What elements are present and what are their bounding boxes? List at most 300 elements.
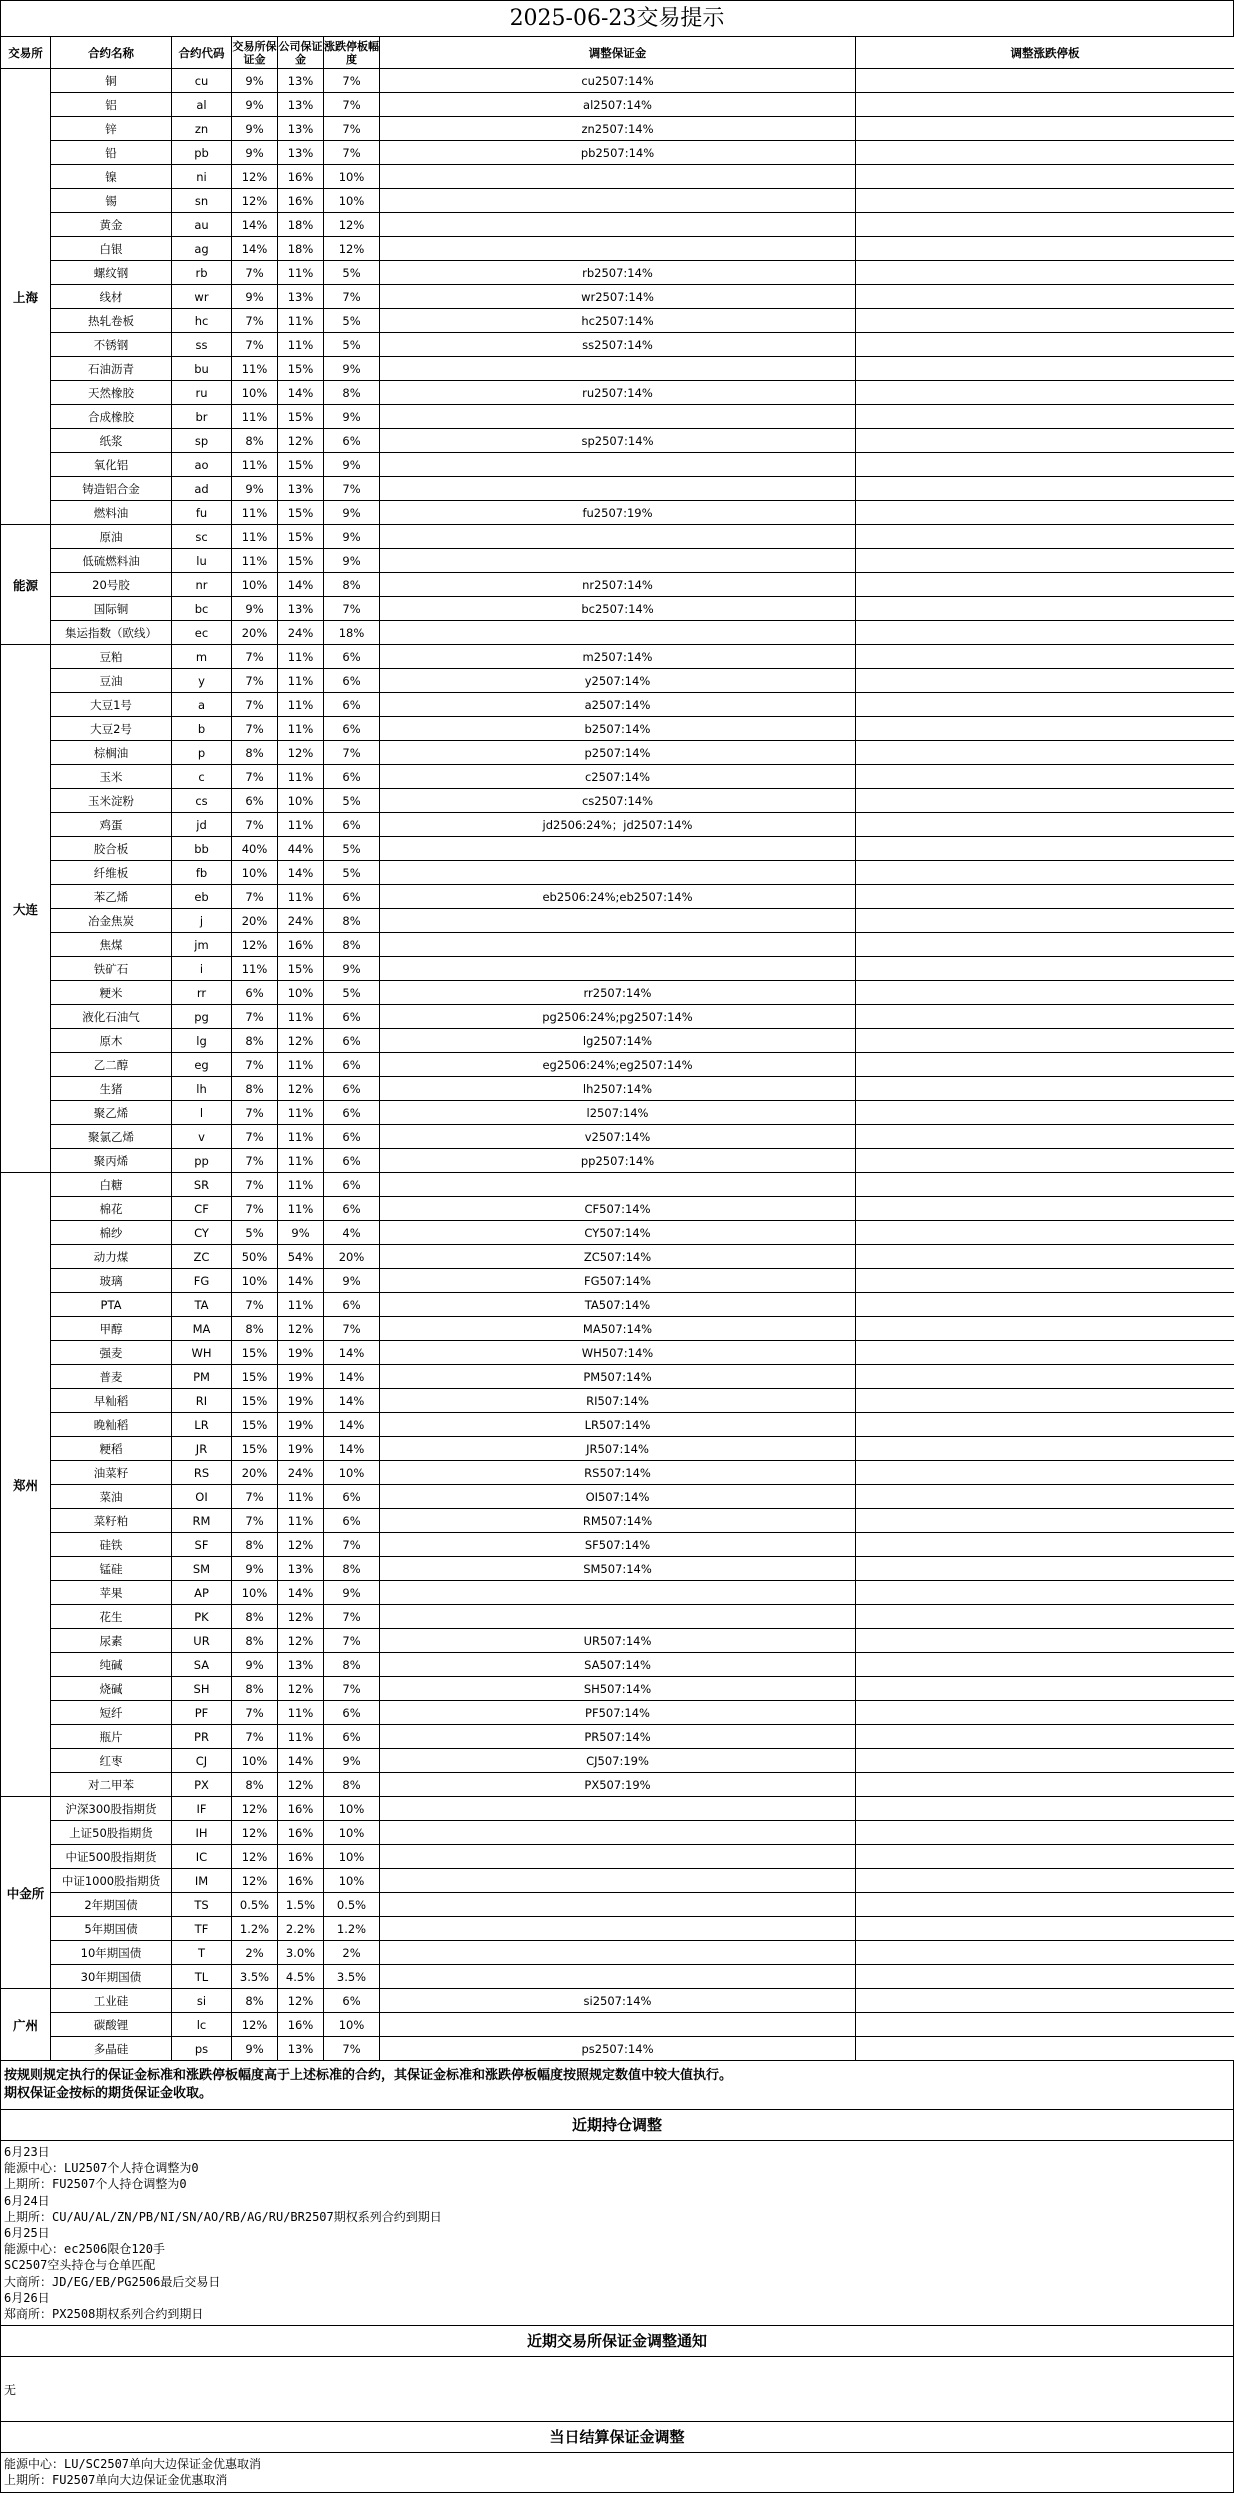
adjust-margin-cell: SA507:14% xyxy=(380,1653,856,1677)
company-margin-cell: 11% xyxy=(278,1701,324,1725)
contract-code-cell: TF xyxy=(172,1917,232,1941)
company-margin-cell: 15% xyxy=(278,357,324,381)
contract-name-cell: 国际铜 xyxy=(51,597,172,621)
company-margin-cell: 54% xyxy=(278,1245,324,1269)
adjust-limit-cell xyxy=(856,69,1234,93)
adjust-limit-cell xyxy=(856,1557,1234,1581)
limit-cell: 6% xyxy=(324,1701,380,1725)
limit-cell: 6% xyxy=(324,1149,380,1173)
exchange-margin-cell: 12% xyxy=(232,1869,278,1893)
contract-name-cell: 冶金焦炭 xyxy=(51,909,172,933)
table-row xyxy=(1,1389,1234,1413)
exchange-margin-cell: 9% xyxy=(232,1653,278,1677)
contract-code-cell: TA xyxy=(172,1293,232,1317)
contract-name-cell: 锡 xyxy=(51,189,172,213)
adjust-margin-cell xyxy=(380,525,856,549)
contract-code-cell: RS xyxy=(172,1461,232,1485)
adjust-margin-cell: RI507:14% xyxy=(380,1389,856,1413)
adjust-margin-cell: WH507:14% xyxy=(380,1341,856,1365)
limit-cell: 10% xyxy=(324,1845,380,1869)
contract-code-cell: IC xyxy=(172,1845,232,1869)
adjust-margin-cell: RM507:14% xyxy=(380,1509,856,1533)
company-margin-cell: 14% xyxy=(278,1269,324,1293)
company-margin-cell: 16% xyxy=(278,189,324,213)
table-row xyxy=(1,1245,1234,1269)
adjust-limit-cell xyxy=(856,717,1234,741)
table-header-row xyxy=(1,37,1234,69)
limit-cell: 2% xyxy=(324,1941,380,1965)
company-margin-cell: 2.2% xyxy=(278,1917,324,1941)
contract-name-cell: 纤维板 xyxy=(51,861,172,885)
company-margin-cell: 19% xyxy=(278,1437,324,1461)
adjust-limit-cell xyxy=(856,525,1234,549)
adjust-margin-cell xyxy=(380,1605,856,1629)
company-margin-cell: 15% xyxy=(278,549,324,573)
contract-code-cell: bu xyxy=(172,357,232,381)
contract-code-cell: lg xyxy=(172,1029,232,1053)
table-row xyxy=(1,1293,1234,1317)
table-row xyxy=(1,1773,1234,1797)
exchange-margin-cell: 8% xyxy=(232,1773,278,1797)
adjust-margin-cell: y2507:14% xyxy=(380,669,856,693)
limit-cell: 10% xyxy=(324,2013,380,2037)
adjust-margin-cell: LR507:14% xyxy=(380,1413,856,1437)
contract-code-cell: au xyxy=(172,213,232,237)
exchange-margin-cell: 10% xyxy=(232,1269,278,1293)
contract-code-cell: c xyxy=(172,765,232,789)
table-row xyxy=(1,1941,1234,1965)
limit-cell: 9% xyxy=(324,1269,380,1293)
table-row xyxy=(1,1821,1234,1845)
adjust-limit-cell xyxy=(856,261,1234,285)
limit-cell: 5% xyxy=(324,261,380,285)
company-margin-cell: 15% xyxy=(278,957,324,981)
adjust-limit-cell xyxy=(856,1581,1234,1605)
adjust-limit-cell xyxy=(856,1677,1234,1701)
table-row xyxy=(1,165,1234,189)
contract-name-cell: 乙二醇 xyxy=(51,1053,172,1077)
adjust-limit-cell xyxy=(856,765,1234,789)
exchange-margin-cell: 10% xyxy=(232,1749,278,1773)
table-row xyxy=(1,1605,1234,1629)
exchange-margin-cell: 7% xyxy=(232,693,278,717)
adjust-limit-cell xyxy=(856,357,1234,381)
company-margin-cell: 11% xyxy=(278,1005,324,1029)
adjust-margin-cell xyxy=(380,1869,856,1893)
exchange-margin-cell: 3.5% xyxy=(232,1965,278,1989)
limit-cell: 9% xyxy=(324,501,380,525)
contract-name-cell: 菜油 xyxy=(51,1485,172,1509)
contract-code-cell: lc xyxy=(172,2013,232,2037)
table-row xyxy=(1,1629,1234,1653)
exchange-margin-cell: 11% xyxy=(232,957,278,981)
table-row xyxy=(1,813,1234,837)
contract-name-cell: 沪深300股指期货 xyxy=(51,1797,172,1821)
contract-code-cell: pb xyxy=(172,141,232,165)
contract-name-cell: 天然橡胶 xyxy=(51,381,172,405)
table-row xyxy=(1,1701,1234,1725)
adjust-margin-cell xyxy=(380,357,856,381)
company-margin-cell: 19% xyxy=(278,1341,324,1365)
contract-name-cell: 大豆1号 xyxy=(51,693,172,717)
adjust-limit-cell xyxy=(856,2013,1234,2037)
contract-name-cell: 棕榈油 xyxy=(51,741,172,765)
contract-code-cell: fb xyxy=(172,861,232,885)
exchange-margin-cell: 15% xyxy=(232,1389,278,1413)
adjust-limit-cell xyxy=(856,1821,1234,1845)
contract-code-cell: PF xyxy=(172,1701,232,1725)
adjust-limit-cell xyxy=(856,405,1234,429)
adjust-limit-cell xyxy=(856,909,1234,933)
exchange-margin-cell: 7% xyxy=(232,1149,278,1173)
contract-code-cell: OI xyxy=(172,1485,232,1509)
limit-cell: 6% xyxy=(324,885,380,909)
notice-line: 6月24日 xyxy=(4,2193,1230,2209)
contract-name-cell: 黄金 xyxy=(51,213,172,237)
company-margin-cell: 24% xyxy=(278,1461,324,1485)
table-body xyxy=(1,69,1234,2061)
contract-name-cell: 白银 xyxy=(51,237,172,261)
adjust-margin-cell: PF507:14% xyxy=(380,1701,856,1725)
exchange-margin-cell: 40% xyxy=(232,837,278,861)
limit-cell: 7% xyxy=(324,117,380,141)
company-margin-cell: 16% xyxy=(278,2013,324,2037)
company-margin-cell: 18% xyxy=(278,213,324,237)
contract-name-cell: 锌 xyxy=(51,117,172,141)
notice-line: 能源中心：ec2506限仓120手 xyxy=(4,2241,1230,2257)
adjust-limit-cell xyxy=(856,309,1234,333)
table-row xyxy=(1,1221,1234,1245)
adjust-limit-cell xyxy=(856,669,1234,693)
company-margin-cell: 13% xyxy=(278,141,324,165)
rule-note-line-2: 期权保证金按标的期货保证金收取。 xyxy=(4,2085,1230,2103)
adjust-limit-cell xyxy=(856,1101,1234,1125)
contract-name-cell: 10年期国债 xyxy=(51,1941,172,1965)
adjust-limit-cell xyxy=(856,621,1234,645)
contract-name-cell: 燃料油 xyxy=(51,501,172,525)
company-margin-cell: 11% xyxy=(278,309,324,333)
limit-cell: 5% xyxy=(324,309,380,333)
contract-name-cell: 上证50股指期货 xyxy=(51,1821,172,1845)
limit-cell: 12% xyxy=(324,213,380,237)
contract-name-cell: 红枣 xyxy=(51,1749,172,1773)
adjust-margin-cell xyxy=(380,861,856,885)
limit-cell: 14% xyxy=(324,1341,380,1365)
table-row xyxy=(1,333,1234,357)
adjust-limit-cell xyxy=(856,597,1234,621)
table-row xyxy=(1,957,1234,981)
exchange-margin-cell: 7% xyxy=(232,1701,278,1725)
contract-code-cell: l xyxy=(172,1101,232,1125)
exchange-margin-cell: 10% xyxy=(232,381,278,405)
table-row xyxy=(1,117,1234,141)
contract-name-cell: 低硫燃料油 xyxy=(51,549,172,573)
contract-code-cell: jd xyxy=(172,813,232,837)
company-margin-cell: 44% xyxy=(278,837,324,861)
table-row xyxy=(1,837,1234,861)
rule-note xyxy=(0,2061,1234,2109)
contract-name-cell: 螺纹钢 xyxy=(51,261,172,285)
company-margin-cell: 11% xyxy=(278,645,324,669)
company-margin-cell: 9% xyxy=(278,1221,324,1245)
exchange-margin-cell: 12% xyxy=(232,165,278,189)
adjust-margin-cell: cs2507:14% xyxy=(380,789,856,813)
exchange-margin-cell: 6% xyxy=(232,789,278,813)
contract-code-cell: nr xyxy=(172,573,232,597)
company-margin-cell: 10% xyxy=(278,789,324,813)
adjust-limit-cell xyxy=(856,1509,1234,1533)
adjust-limit-cell xyxy=(856,1725,1234,1749)
contract-code-cell: bb xyxy=(172,837,232,861)
limit-cell: 14% xyxy=(324,1389,380,1413)
contract-name-cell: 镍 xyxy=(51,165,172,189)
table-row xyxy=(1,429,1234,453)
exchange-margin-cell: 8% xyxy=(232,1605,278,1629)
rule-note-line-1: 按规则规定执行的保证金标准和涨跌停板幅度高于上述标准的合约，其保证金标准和涨跌停板幅度按照规定数值中较大值执行。 xyxy=(4,2067,1230,2085)
contract-name-cell: 玻璃 xyxy=(51,1269,172,1293)
adjust-limit-cell xyxy=(856,1845,1234,1869)
adjust-limit-cell xyxy=(856,813,1234,837)
exchange-margin-cell: 7% xyxy=(232,1725,278,1749)
limit-cell: 9% xyxy=(324,1581,380,1605)
limit-cell: 6% xyxy=(324,1029,380,1053)
contract-name-cell: 玉米 xyxy=(51,765,172,789)
adjust-margin-cell: jd2506:24%；jd2507:14% xyxy=(380,813,856,837)
company-margin-cell: 12% xyxy=(278,1077,324,1101)
company-margin-cell: 12% xyxy=(278,1029,324,1053)
company-margin-cell: 11% xyxy=(278,1293,324,1317)
contract-code-cell: cu xyxy=(172,69,232,93)
adjust-limit-cell xyxy=(856,237,1234,261)
exchange-margin-cell: 6% xyxy=(232,981,278,1005)
exchange-margin-cell: 7% xyxy=(232,1509,278,1533)
adjust-limit-cell xyxy=(856,1173,1234,1197)
adjust-margin-cell: b2507:14% xyxy=(380,717,856,741)
adjust-limit-cell xyxy=(856,477,1234,501)
contract-code-cell: p xyxy=(172,741,232,765)
limit-cell: 14% xyxy=(324,1413,380,1437)
company-margin-cell: 13% xyxy=(278,285,324,309)
limit-cell: 5% xyxy=(324,837,380,861)
adjust-limit-cell xyxy=(856,1653,1234,1677)
limit-cell: 5% xyxy=(324,333,380,357)
adjust-margin-cell: ZC507:14% xyxy=(380,1245,856,1269)
exchange-margin-cell: 14% xyxy=(232,237,278,261)
table-row xyxy=(1,1317,1234,1341)
adjust-limit-cell xyxy=(856,1965,1234,1989)
limit-cell: 6% xyxy=(324,765,380,789)
contract-code-cell: pg xyxy=(172,1005,232,1029)
adjust-margin-cell: rb2507:14% xyxy=(380,261,856,285)
table-row xyxy=(1,885,1234,909)
company-margin-cell: 11% xyxy=(278,1485,324,1509)
company-margin-cell: 11% xyxy=(278,813,324,837)
exchange-cell: 上海 xyxy=(1,69,51,525)
limit-cell: 6% xyxy=(324,1485,380,1509)
table-row xyxy=(1,789,1234,813)
company-margin-cell: 11% xyxy=(278,1725,324,1749)
contract-name-cell: 集运指数（欧线） xyxy=(51,621,172,645)
exchange-margin-cell: 12% xyxy=(232,1797,278,1821)
adjust-limit-cell xyxy=(856,1077,1234,1101)
table-row xyxy=(1,501,1234,525)
exchange-margin-cell: 5% xyxy=(232,1221,278,1245)
company-margin-cell: 13% xyxy=(278,477,324,501)
contract-name-cell: PTA xyxy=(51,1293,172,1317)
table-row xyxy=(1,1461,1234,1485)
adjust-margin-cell: zn2507:14% xyxy=(380,117,856,141)
contract-name-cell: 烧碱 xyxy=(51,1677,172,1701)
adjust-margin-cell xyxy=(380,1917,856,1941)
adjust-limit-cell xyxy=(856,549,1234,573)
table-row xyxy=(1,765,1234,789)
contract-name-cell: 豆油 xyxy=(51,669,172,693)
adjust-limit-cell xyxy=(856,1413,1234,1437)
limit-cell: 10% xyxy=(324,165,380,189)
adjust-limit-cell xyxy=(856,861,1234,885)
limit-cell: 5% xyxy=(324,789,380,813)
table-row xyxy=(1,2013,1234,2037)
contract-code-cell: ad xyxy=(172,477,232,501)
adjust-margin-cell: PR507:14% xyxy=(380,1725,856,1749)
contract-code-cell: SH xyxy=(172,1677,232,1701)
exchange-margin-cell: 7% xyxy=(232,765,278,789)
exchange-margin-cell: 15% xyxy=(232,1413,278,1437)
contract-name-cell: 铸造铝合金 xyxy=(51,477,172,501)
contract-code-cell: rb xyxy=(172,261,232,285)
limit-cell: 6% xyxy=(324,1509,380,1533)
header-adj-limit: 调整涨跌停板 xyxy=(856,37,1234,69)
table-row xyxy=(1,525,1234,549)
exchange-margin-cell: 9% xyxy=(232,117,278,141)
limit-cell: 7% xyxy=(324,2037,380,2061)
adjust-margin-cell: hc2507:14% xyxy=(380,309,856,333)
limit-cell: 7% xyxy=(324,1533,380,1557)
limit-cell: 1.2% xyxy=(324,1917,380,1941)
adjust-margin-cell: ps2507:14% xyxy=(380,2037,856,2061)
contract-name-cell: 2年期国债 xyxy=(51,1893,172,1917)
notice-line: 6月26日 xyxy=(4,2290,1230,2306)
contract-code-cell: ps xyxy=(172,2037,232,2061)
notice-line: SC2507空头持仓与仓单匹配 xyxy=(4,2257,1230,2273)
adjust-margin-cell xyxy=(380,165,856,189)
position-adjust-body xyxy=(0,2141,1234,2325)
adjust-margin-cell xyxy=(380,2013,856,2037)
adjust-margin-cell: si2507:14% xyxy=(380,1989,856,2013)
header-ex-margin: 交易所保证金 xyxy=(232,37,278,69)
company-margin-cell: 13% xyxy=(278,117,324,141)
adjust-margin-cell: ss2507:14% xyxy=(380,333,856,357)
limit-cell: 6% xyxy=(324,1989,380,2013)
limit-cell: 7% xyxy=(324,1629,380,1653)
contract-name-cell: 液化石油气 xyxy=(51,1005,172,1029)
table-row xyxy=(1,1845,1234,1869)
contract-code-cell: fu xyxy=(172,501,232,525)
limit-cell: 6% xyxy=(324,813,380,837)
company-margin-cell: 14% xyxy=(278,1581,324,1605)
contract-code-cell: CY xyxy=(172,1221,232,1245)
table-row xyxy=(1,933,1234,957)
table-row xyxy=(1,1173,1234,1197)
adjust-margin-cell: MA507:14% xyxy=(380,1317,856,1341)
company-margin-cell: 16% xyxy=(278,1821,324,1845)
exchange-margin-cell: 8% xyxy=(232,1989,278,2013)
exchange-margin-cell: 7% xyxy=(232,1101,278,1125)
table-row xyxy=(1,1365,1234,1389)
exchange-margin-cell: 12% xyxy=(232,1845,278,1869)
contract-name-cell: 动力煤 xyxy=(51,1245,172,1269)
company-margin-cell: 11% xyxy=(278,1197,324,1221)
company-margin-cell: 11% xyxy=(278,765,324,789)
limit-cell: 7% xyxy=(324,69,380,93)
notice-line: 能源中心：LU/SC2507单向大边保证金优惠取消 xyxy=(4,2456,1230,2472)
table-row xyxy=(1,141,1234,165)
contract-name-cell: 生猪 xyxy=(51,1077,172,1101)
limit-cell: 6% xyxy=(324,693,380,717)
contract-name-cell: 中证500股指期货 xyxy=(51,1845,172,1869)
adjust-limit-cell xyxy=(856,213,1234,237)
adjust-margin-cell: a2507:14% xyxy=(380,693,856,717)
exchange-margin-cell: 11% xyxy=(232,549,278,573)
adjust-limit-cell xyxy=(856,1149,1234,1173)
adjust-margin-cell: l2507:14% xyxy=(380,1101,856,1125)
company-margin-cell: 3.0% xyxy=(278,1941,324,1965)
contract-name-cell: 氧化铝 xyxy=(51,453,172,477)
adjust-margin-cell: lg2507:14% xyxy=(380,1029,856,1053)
adjust-margin-cell xyxy=(380,1893,856,1917)
contract-code-cell: WH xyxy=(172,1341,232,1365)
adjust-limit-cell xyxy=(856,1773,1234,1797)
adjust-margin-cell: wr2507:14% xyxy=(380,285,856,309)
adjust-limit-cell xyxy=(856,1029,1234,1053)
table-row xyxy=(1,573,1234,597)
company-margin-cell: 11% xyxy=(278,1509,324,1533)
contract-code-cell: jm xyxy=(172,933,232,957)
adjust-limit-cell xyxy=(856,1437,1234,1461)
adjust-margin-cell xyxy=(380,405,856,429)
contract-code-cell: UR xyxy=(172,1629,232,1653)
table-row xyxy=(1,1029,1234,1053)
company-margin-cell: 12% xyxy=(278,1533,324,1557)
limit-cell: 6% xyxy=(324,429,380,453)
contract-code-cell: sn xyxy=(172,189,232,213)
exchange-margin-cell: 8% xyxy=(232,1077,278,1101)
contract-name-cell: 30年期国债 xyxy=(51,1965,172,1989)
contract-name-cell: 不锈钢 xyxy=(51,333,172,357)
contract-name-cell: 锰硅 xyxy=(51,1557,172,1581)
limit-cell: 8% xyxy=(324,909,380,933)
contract-name-cell: 原木 xyxy=(51,1029,172,1053)
contract-code-cell: a xyxy=(172,693,232,717)
company-margin-cell: 11% xyxy=(278,669,324,693)
contract-name-cell: 豆粕 xyxy=(51,645,172,669)
adjust-margin-cell: pb2507:14% xyxy=(380,141,856,165)
limit-cell: 8% xyxy=(324,1557,380,1581)
adjust-margin-cell: m2507:14% xyxy=(380,645,856,669)
exchange-margin-cell: 15% xyxy=(232,1365,278,1389)
company-margin-cell: 15% xyxy=(278,525,324,549)
table-row xyxy=(1,1917,1234,1941)
contract-code-cell: FG xyxy=(172,1269,232,1293)
adjust-limit-cell xyxy=(856,2037,1234,2061)
adjust-limit-cell xyxy=(856,1365,1234,1389)
exchange-margin-cell: 0.5% xyxy=(232,1893,278,1917)
company-margin-cell: 1.5% xyxy=(278,1893,324,1917)
exchange-margin-cell: 7% xyxy=(232,1053,278,1077)
table-row xyxy=(1,1581,1234,1605)
table-row xyxy=(1,285,1234,309)
exchange-margin-cell: 50% xyxy=(232,1245,278,1269)
